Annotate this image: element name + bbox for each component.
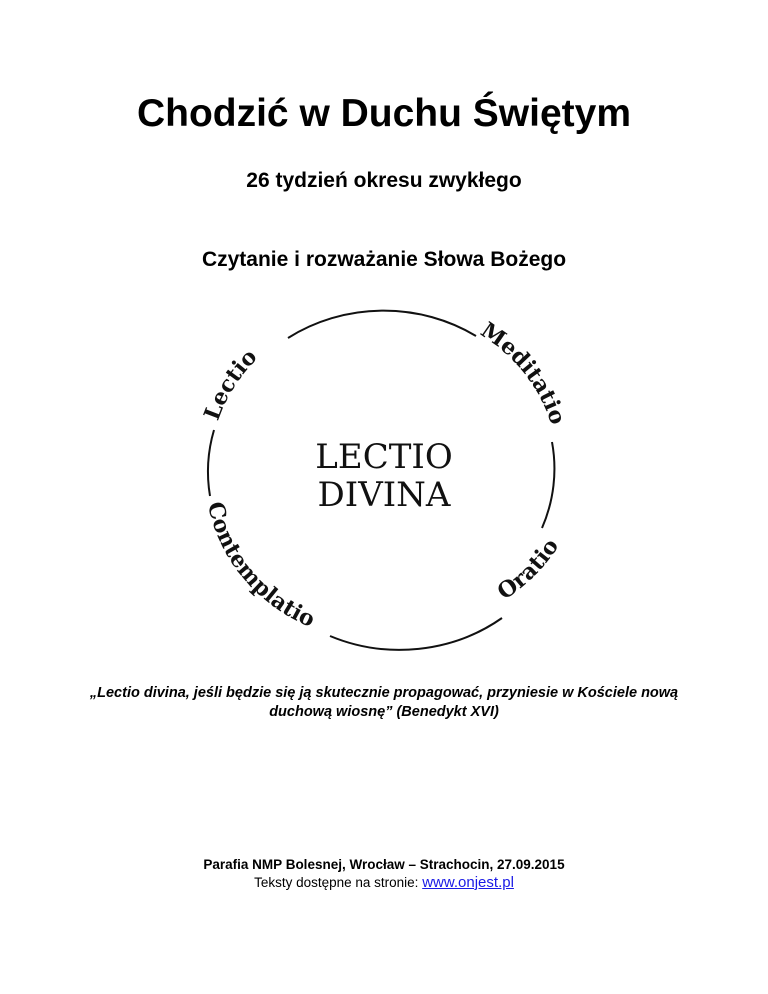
arc-left bbox=[208, 430, 214, 496]
arc-right bbox=[542, 442, 554, 528]
texts-available-line bbox=[0, 874, 768, 892]
footer bbox=[0, 856, 768, 892]
lectio-divina-diagram bbox=[184, 300, 584, 660]
benedict-quote: „Lectio divina, jeśli będzie się ją skutecznie propagować, przyniesie w Kościele nową duchową wiosnę” (Benedykt XVI) bbox=[89, 685, 679, 720]
stage-lectio: Lectio bbox=[198, 344, 263, 424]
document-heading: Czytanie i rozważanie Słowa Bożego bbox=[201, 248, 567, 271]
website-link[interactable]: www.onjest.pl bbox=[422, 874, 514, 891]
stage-meditatio: Meditatio bbox=[475, 317, 571, 428]
parish-info: Parafia NMP Bolesnej, Wrocław – Strachocin, 27.09.2015 bbox=[203, 857, 565, 872]
center-title-line2: DIVINA bbox=[317, 475, 451, 515]
document-subtitle: 26 tydzień okresu zwykłego bbox=[246, 169, 522, 192]
stage-contemplatio: Contemplatio bbox=[201, 499, 319, 633]
arc-bottom bbox=[330, 618, 502, 650]
arc-top bbox=[288, 311, 476, 338]
center-title-line1: LECTIO bbox=[315, 437, 453, 477]
document-title: Chodzić w Duchu Świętym bbox=[136, 92, 632, 135]
stage-oratio: Oratio bbox=[492, 533, 565, 606]
texts-label: Teksty dostępne na stronie: bbox=[254, 875, 419, 890]
